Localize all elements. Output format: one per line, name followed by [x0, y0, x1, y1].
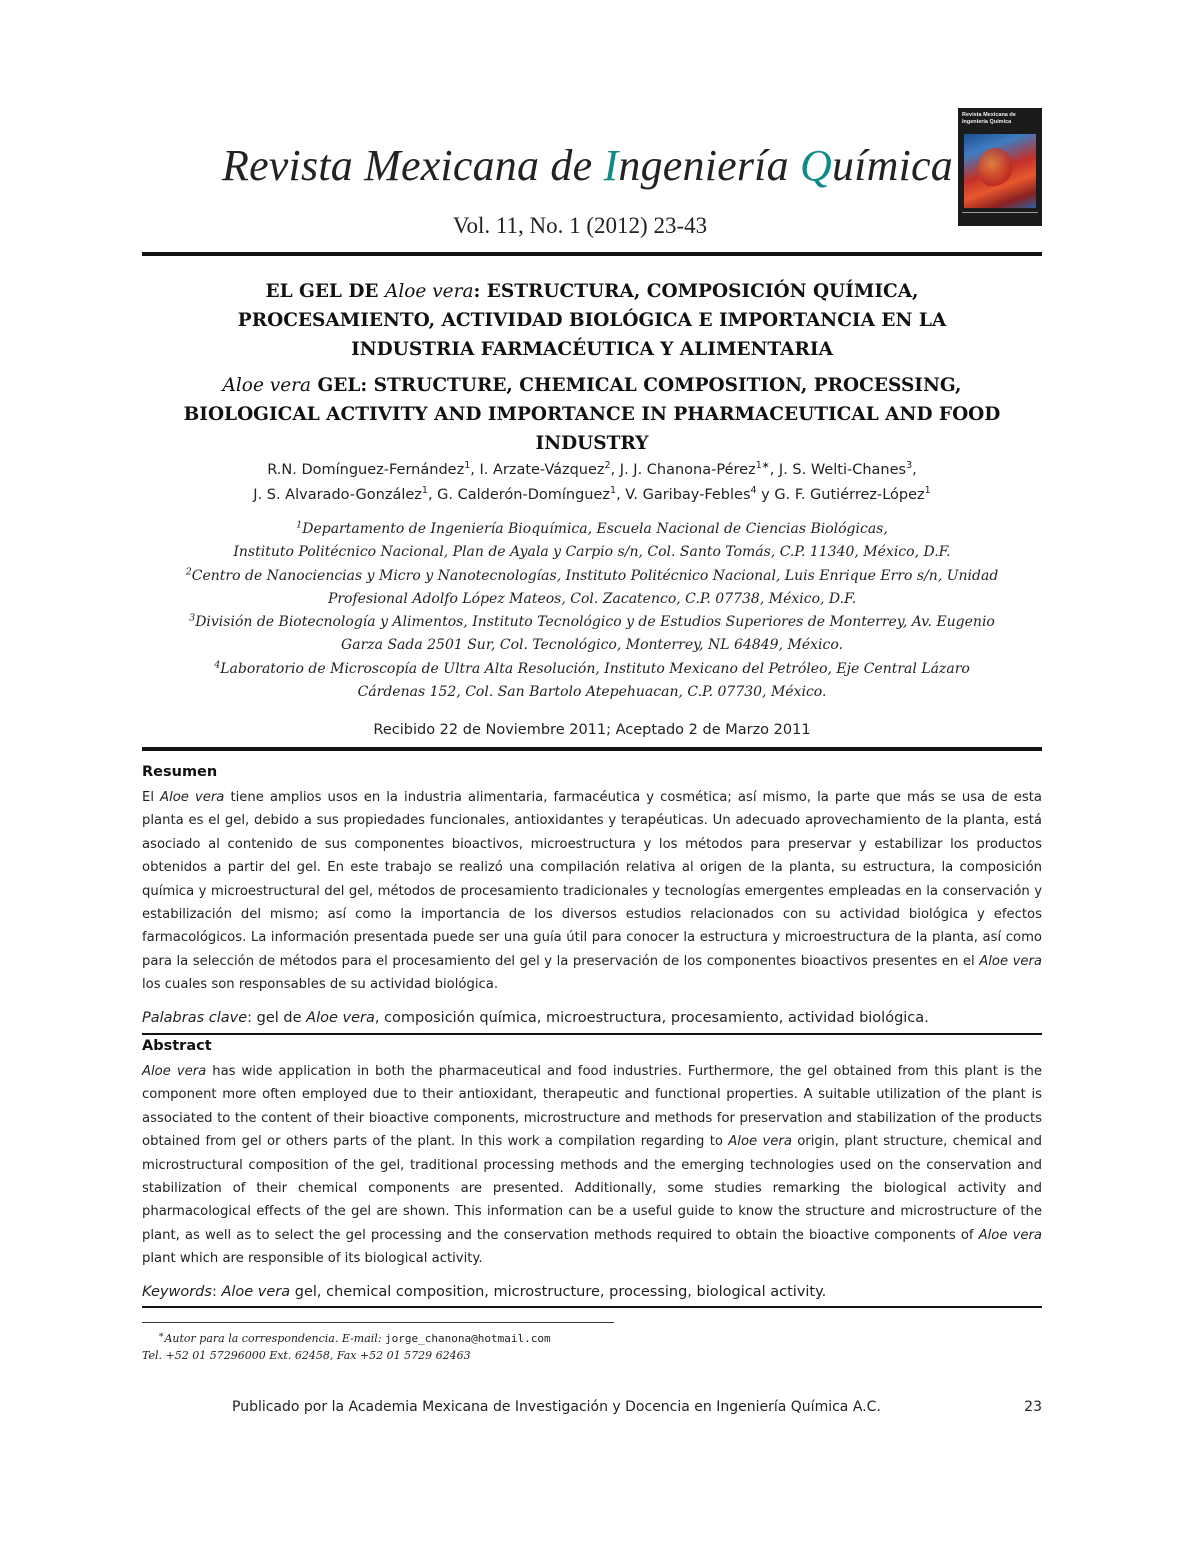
author-list: R.N. Domínguez-Fernández$^1$, I. Arzate-Vázquez$^2$, J. J. Chanona-Pérez$^{1∗}$, J. S. Welti-Chanes$^3$, J. S. Alvarado-González$^1$, G. Calderón-Domínguez$^1$, V. Garibay-Febles$^4$ y G. F. Gutiérrez-López$^1$: [253, 460, 931, 503]
volume-info: Vol. 11, No. 1 (2012) 23-43: [452, 213, 708, 238]
journal-cover-thumbnail: [958, 108, 1042, 226]
journal-initial-i: I: [603, 141, 619, 190]
footnote-rule: [142, 1322, 614, 1323]
abstract-rule: [142, 1033, 1042, 1035]
section-rule: [142, 747, 1042, 751]
resumen-paragraph: El Aloe vera tiene amplios usos en la industria alimentaria, farmacéutica y cosmética; así mismo, la parte que más se usa de esta planta es el gel, debido a sus propiedades funcionales, antioxidantes y terapéuticas. Un adecuado aprovechamiento de la planta, está asociado al contenido de sus componentes bioactivos, microestructura y los métodos para preservar y estabilizar los productos obtenidos a partir del gel. En este trabajo se realizó una compilación relativa al origen de la planta, su estructura, la composición química y microestructural del gel, métodos de procesamiento tradicionales y tecnologías emergentes empleadas en la conservación y estabilización del mismo; así como la importancia de los diversos estudios relacionados con su actividad biológica y efectos farmacológicos. La información presentada puede ser una guía útil para conocer la estructura y microestructura de la planta, así como para la selección de métodos para el procesamiento del gel y la preservación de los componentes bioactivos presentes en el Aloe vera los cuales son responsables de su actividad biológica.: [142, 790, 1042, 993]
keywords: Keywords: Aloe vera gel, chemical composition, microstructure, processing, biological activity.: [142, 1284, 827, 1300]
cover-title: Revista Mexicana de Ingeniería Química: [962, 112, 1016, 125]
footnote: ∗Autor para la correspondencia. E-mail: jorge_chanona@hotmail.com Tel. +52 01 57296000 Ext. 62458, Fax +52 01 5729 62463: [142, 1330, 1042, 1364]
keywords-rule: [142, 1306, 1042, 1308]
palabras-clave: Palabras clave: gel de Aloe vera, composición química, microestructura, procesamiento, actividad biológica.: [142, 1010, 929, 1026]
journal-initial-q: Q: [800, 141, 832, 190]
header-rule: [142, 252, 1042, 256]
received-dates: Recibido 22 de Noviembre 2011; Aceptado 2 de Marzo 2011: [373, 722, 811, 738]
abstract-paragraph: Aloe vera has wide application in both the pharmaceutical and food industries. Furthermore, the gel obtained from this plant is the component more often employed due to their antioxidant, therapeutic and functional properties. A suitable utilization of the plant is associated to the content of their bioactive components, microstructure and methods for preservation and stabilization of the products obtained from gel or others parts of the plant. In this work a compilation regarding to Aloe vera origin, plant structure, chemical and microstructural composition of the gel, traditional processing methods and the emerging technologies used on the conservation and stabilization of their chemical components are presented. Additionally, some studies remarking the biological activity and pharmacological effects of the gel are shown. This information can be a useful guide to know the structure and microstructure of the plant, as well as to select the gel processing and the conservation methods required to obtain the bioactive components of Aloe vera plant which are responsible of its biological activity.: [142, 1064, 1043, 1267]
publisher-line: Publicado por la Academia Mexicana de Investigación y Docencia en Ingeniería Química A.C.: [232, 1399, 881, 1415]
page-footer: [142, 1399, 1042, 1419]
journal-title: Revista Mexicana de Ingeniería Química: [222, 141, 953, 190]
page-number: 23: [1024, 1399, 1042, 1415]
affiliations: $^1$Departamento de Ingeniería Bioquímica, Escuela Nacional de Ciencias Biológicas, Instituto Politécnico Nacional, Plan de Ayala y Carpio s/n, Col. Santo Tomás, C.P. 11340, México, D.F. $^2$Centro de Nanociencias y Micro y Nanotecnologías, Instituto Politécnico Nacional, Luis Enrique Erro s/n, Unidad Profesional Adolfo López Mateos, Col. Zacatenco, C.P. 07738, México, D.F. $^3$División de Biotecnología y Alimentos, Instituto Tecnológico y de Estudios Superiores de Monterrey, Av. Eugenio Garza Sada 2501 Sur, Col. Tecnológico, Monterrey, NL 64849, México. $^4$Laboratorio de Microscopía de Ultra Alta Resolución, Instituto Mexicano del Petróleo, Eje Central Lázaro Cárdenas 152, Col. San Bartolo Atepehuacan, C.P. 07730, México.: [185, 519, 999, 701]
abstract-heading: Abstract: [142, 1038, 212, 1054]
title-english: Aloe vera GEL: STRUCTURE, CHEMICAL COMPOSITION, PROCESSING, BIOLOGICAL ACTIVITY AND IMPORTANCE IN PHARMACEUTICAL AND FOOD INDUSTRY: [183, 375, 1001, 454]
footnote-phone: Tel. +52 01 57296000 Ext. 62458, Fax +52 01 5729 62463: [142, 1349, 471, 1362]
title-spanish: EL GEL DE Aloe vera: ESTRUCTURA, COMPOSICIÓN QUÍMICA, PROCESAMIENTO, ACTIVIDAD BIOLÓGICA E IMPORTANCIA EN LA INDUSTRIA FARMACÉUTICA Y ALIMENTARIA: [237, 281, 947, 360]
resumen-heading: Resumen: [142, 764, 218, 780]
corresponding-email[interactable]: jorge_chanona@hotmail.com: [385, 1332, 551, 1345]
